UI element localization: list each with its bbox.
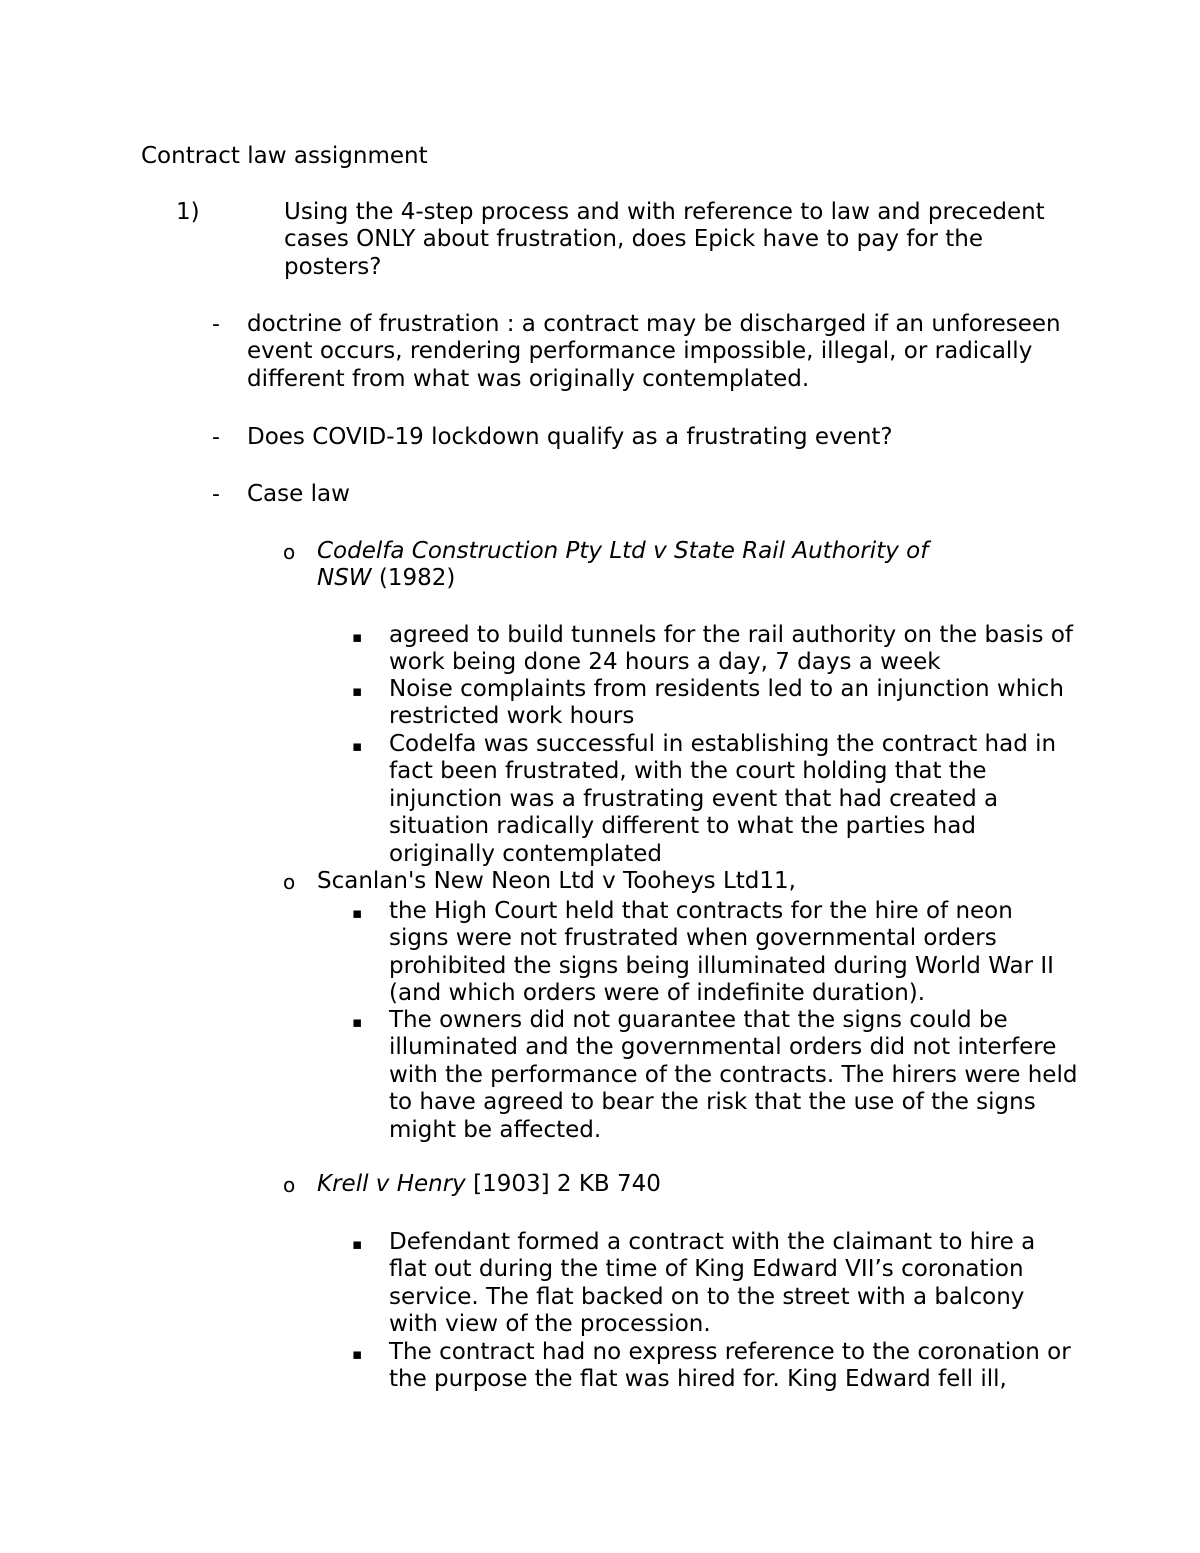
point-covid-question: Does COVID-19 lockdown qualify as a frustrating event? bbox=[247, 424, 893, 450]
dash-bullet: - bbox=[212, 312, 220, 337]
case-fact: Defendant formed a contract with the claimant to hire a flat out during the time of King Edward VII’s coronation service. The flat backed on to the street with a balcony with view of the procession. bbox=[389, 1229, 1036, 1338]
square-bullet: ▪ bbox=[352, 682, 363, 700]
dash-bullet: - bbox=[212, 482, 220, 507]
case-fact: The owners did not guarantee that the signs could be illuminated and the governmental orders did not interfere with the performance of the contracts. The hirers were held to have agreed to bear the risk that the use of the signs might be affected. bbox=[389, 1007, 1078, 1143]
point-doctrine-of-frustration: doctrine of frustration : a contract may be discharged if an unforeseen event occurs, rendering performance impossible, illegal, or radically different from what was originally contemplated. bbox=[247, 311, 1061, 392]
square-bullet: ▪ bbox=[352, 628, 363, 646]
square-bullet: ▪ bbox=[352, 904, 363, 922]
document-title: Contract law assignment bbox=[141, 143, 428, 169]
case-heading-codelfa bbox=[317, 538, 967, 593]
case-heading-scanlans: Scanlan's New Neon Ltd v Tooheys Ltd11, bbox=[317, 868, 796, 894]
case-name: Codelfa Construction Pty Ltd v State Rail Authority of NSW bbox=[317, 538, 929, 592]
question-text: Using the 4-step process and with reference to law and precedent cases ONLY about frustration, does Epick have to pay for the posters? bbox=[284, 199, 1045, 280]
case-fact: agreed to build tunnels for the rail authority on the basis of work being done 24 hours a day, 7 days a week bbox=[389, 622, 1074, 676]
square-bullet: ▪ bbox=[352, 1235, 363, 1253]
case-fact: the High Court held that contracts for the hire of neon signs were not frustrated when governmental orders prohibited the signs being illuminated during World War II (and which orders were of indefinite duration). bbox=[389, 898, 1054, 1007]
circle-bullet: o bbox=[283, 870, 296, 894]
case-citation: (1982) bbox=[371, 565, 456, 592]
case-heading-krell bbox=[317, 1171, 967, 1198]
square-bullet: ▪ bbox=[352, 737, 363, 755]
point-case-law: Case law bbox=[247, 481, 350, 507]
question-number: 1) bbox=[176, 199, 200, 225]
square-bullet: ▪ bbox=[352, 1345, 363, 1363]
case-fact: The contract had no express reference to the coronation or the purpose the flat was hired for. King Edward fell ill, bbox=[389, 1339, 1071, 1393]
dash-bullet: - bbox=[212, 425, 220, 450]
circle-bullet: o bbox=[283, 1173, 296, 1197]
case-fact: Noise complaints from residents led to an injunction which restricted work hours bbox=[389, 676, 1064, 730]
case-fact: Codelfa was successful in establishing the contract had in fact been frustrated, with the court holding that the injunction was a frustrating event that had created a situation radically different to what the parties had originally contemplated bbox=[389, 731, 1057, 867]
case-name: Krell v Henry bbox=[317, 1171, 466, 1197]
square-bullet: ▪ bbox=[352, 1013, 363, 1031]
circle-bullet: o bbox=[283, 540, 296, 564]
case-citation: [1903] 2 KB 740 bbox=[465, 1171, 661, 1197]
